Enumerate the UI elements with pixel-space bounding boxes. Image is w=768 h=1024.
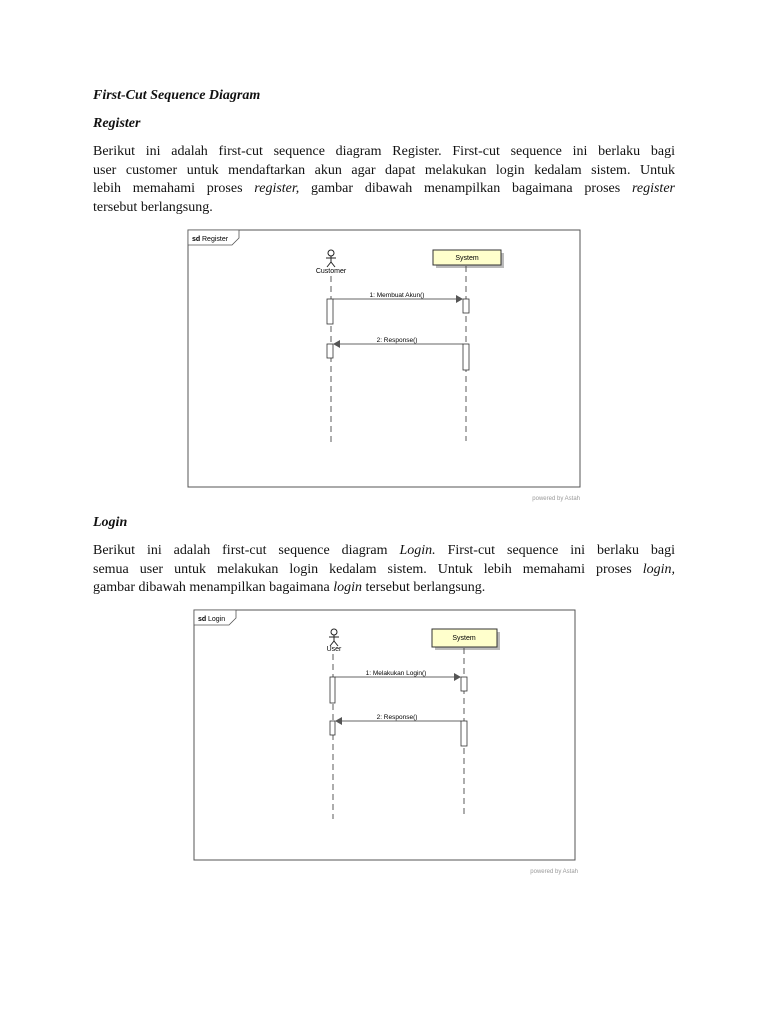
frame-keyword: sd — [192, 236, 201, 243]
paragraph-line: user customer untuk mendaftarkan akun agar dapat melakukan login kedalam sistem. Untuk — [93, 162, 675, 178]
actor-activation — [327, 299, 333, 324]
frame-keyword: sd — [198, 616, 207, 623]
powered-by-label: powered by Astah — [532, 496, 580, 502]
paragraph-line: semua user untuk melakukan login kedalam sistem. Untuk lebih memahami proses login, — [93, 561, 675, 577]
system-activation — [461, 677, 467, 691]
actor-activation — [330, 721, 335, 735]
system-name: System — [452, 635, 476, 642]
frame-name: Login — [208, 616, 226, 623]
message-label: 1: Membuat Akun() — [369, 292, 425, 299]
login-sequence-diagram — [192, 609, 586, 879]
actor-name: Customer — [315, 268, 347, 275]
paragraph-line: lebih memahami proses register, gambar dibawah menampilkan bagaimana proses register — [93, 181, 675, 196]
powered-by-label: powered by Astah — [530, 869, 578, 875]
paragraph-line: Berikut ini adalah first-cut sequence diagram Login. First-cut sequence ini berlaku bagi — [93, 543, 676, 558]
paragraph-line: gambar dibawah menampilkan bagaimana login tersebut berlangsung. — [93, 580, 486, 595]
frame-name: Register — [202, 236, 229, 243]
system-activation — [461, 721, 467, 746]
register-sequence-diagram — [186, 229, 586, 505]
system-name: System — [455, 255, 479, 262]
message-label: 1: Melakukan Login() — [365, 670, 427, 677]
register-heading: Register — [93, 116, 141, 131]
login-paragraph — [93, 542, 675, 598]
diagram-frame — [194, 610, 575, 860]
register-paragraph — [93, 143, 675, 217]
login-heading: Login — [93, 515, 128, 530]
diagram-frame — [188, 230, 580, 487]
section-title: First-Cut Sequence Diagram — [93, 88, 261, 103]
system-activation — [463, 344, 469, 370]
actor-name: User — [326, 646, 342, 653]
paragraph-line: tersebut berlangsung. — [93, 199, 213, 215]
actor-activation — [330, 677, 335, 703]
message-label: 2: Response() — [376, 337, 418, 344]
system-activation — [463, 299, 469, 313]
paragraph-line: Berikut ini adalah first-cut sequence diagram Register. First-cut sequence ini berlaku bagi — [93, 144, 675, 159]
actor-activation — [327, 344, 333, 358]
message-label: 2: Response() — [376, 714, 418, 721]
